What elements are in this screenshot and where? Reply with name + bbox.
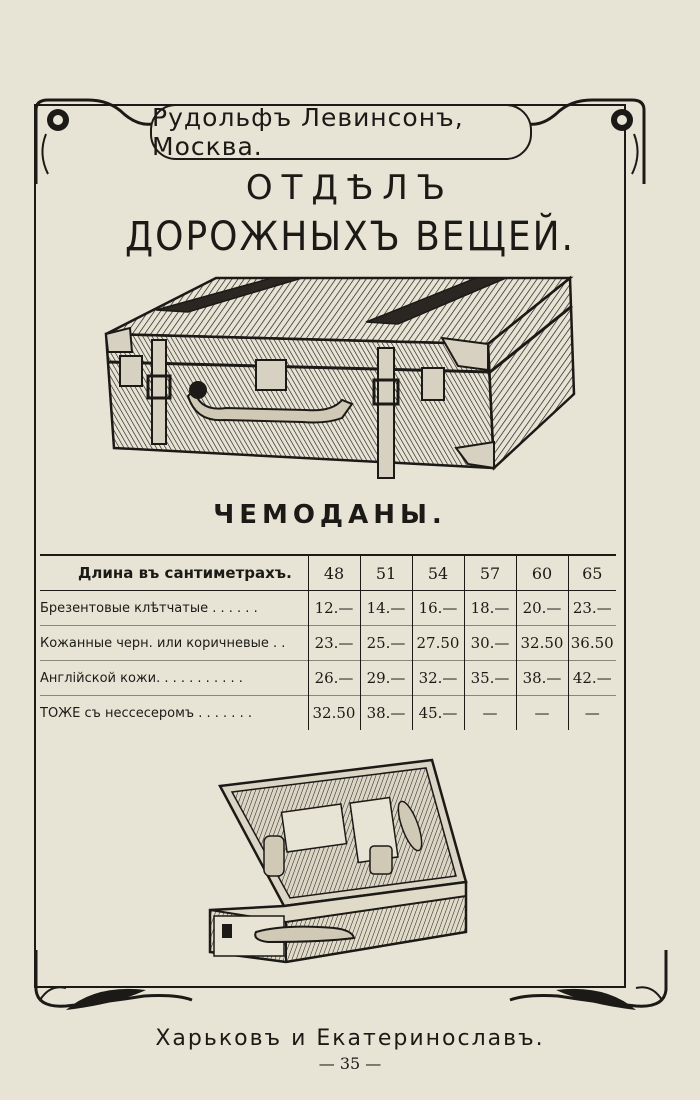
price-cell: 32.50 <box>516 626 568 661</box>
price-cell: 16.— <box>412 591 464 626</box>
price-cell: 18.— <box>464 591 516 626</box>
price-cell: 26.— <box>308 661 360 696</box>
table-row <box>40 661 616 696</box>
row-label: Англійской кожи. . . . . . . . . . . <box>40 670 243 686</box>
department-title: ОТДѢЛЪ <box>245 168 455 208</box>
section-title: ЧЕМОДАНЫ. <box>213 500 447 530</box>
price-cell: 25.— <box>360 626 412 661</box>
row-label: Брезентовые клѣтчатые . . . . . . <box>40 600 258 616</box>
size-header: 57 <box>464 555 516 591</box>
firm-name-banner <box>150 104 532 160</box>
price-cell: 23.— <box>568 591 616 626</box>
price-cell: 20.— <box>516 591 568 626</box>
price-cell: 38.— <box>516 661 568 696</box>
price-cell: 27.50 <box>412 626 464 661</box>
dressing-case-illustration <box>204 756 474 966</box>
price-cell: 45.— <box>412 696 464 731</box>
price-cell: 14.— <box>360 591 412 626</box>
price-table-header <box>40 555 616 591</box>
length-header-label: Длина въ сантиметрахъ. <box>78 564 292 582</box>
department-subtitle: ДОРОЖНЫХЪ ВЕЩЕЙ. <box>125 214 575 260</box>
table-row <box>40 696 616 731</box>
branch-cities: Харьковъ и Екатеринославъ. <box>155 1026 545 1051</box>
size-header: 60 <box>516 555 568 591</box>
bottom-right-ornament <box>506 950 676 1020</box>
page-number: — 35 — <box>318 1054 382 1073</box>
price-cell: 38.— <box>360 696 412 731</box>
row-label: ТОЖЕ съ нессесеромъ . . . . . . . <box>40 705 252 721</box>
price-cell: 29.— <box>360 661 412 696</box>
price-cell: 36.50 <box>568 626 616 661</box>
price-cell: — <box>516 696 568 731</box>
bottom-left-ornament <box>26 950 196 1020</box>
size-header: 54 <box>412 555 464 591</box>
trunk-illustration <box>96 272 576 482</box>
table-row <box>40 591 616 626</box>
price-cell: 32.50 <box>308 696 360 731</box>
size-header: 51 <box>360 555 412 591</box>
firm-name: Рудольфъ Левинсонъ, Москва. <box>152 103 464 161</box>
price-cell: 30.— <box>464 626 516 661</box>
price-cell: 42.— <box>568 661 616 696</box>
size-header: 48 <box>308 555 360 591</box>
price-cell: 12.— <box>308 591 360 626</box>
price-cell: 35.— <box>464 661 516 696</box>
price-cell: 23.— <box>308 626 360 661</box>
price-cell: 32.— <box>412 661 464 696</box>
size-header: 65 <box>568 555 616 591</box>
price-table <box>40 554 616 730</box>
price-cell: — <box>464 696 516 731</box>
price-cell: — <box>568 696 616 731</box>
row-label: Кожанные черн. или коричневые . . <box>40 635 286 651</box>
table-row <box>40 626 616 661</box>
